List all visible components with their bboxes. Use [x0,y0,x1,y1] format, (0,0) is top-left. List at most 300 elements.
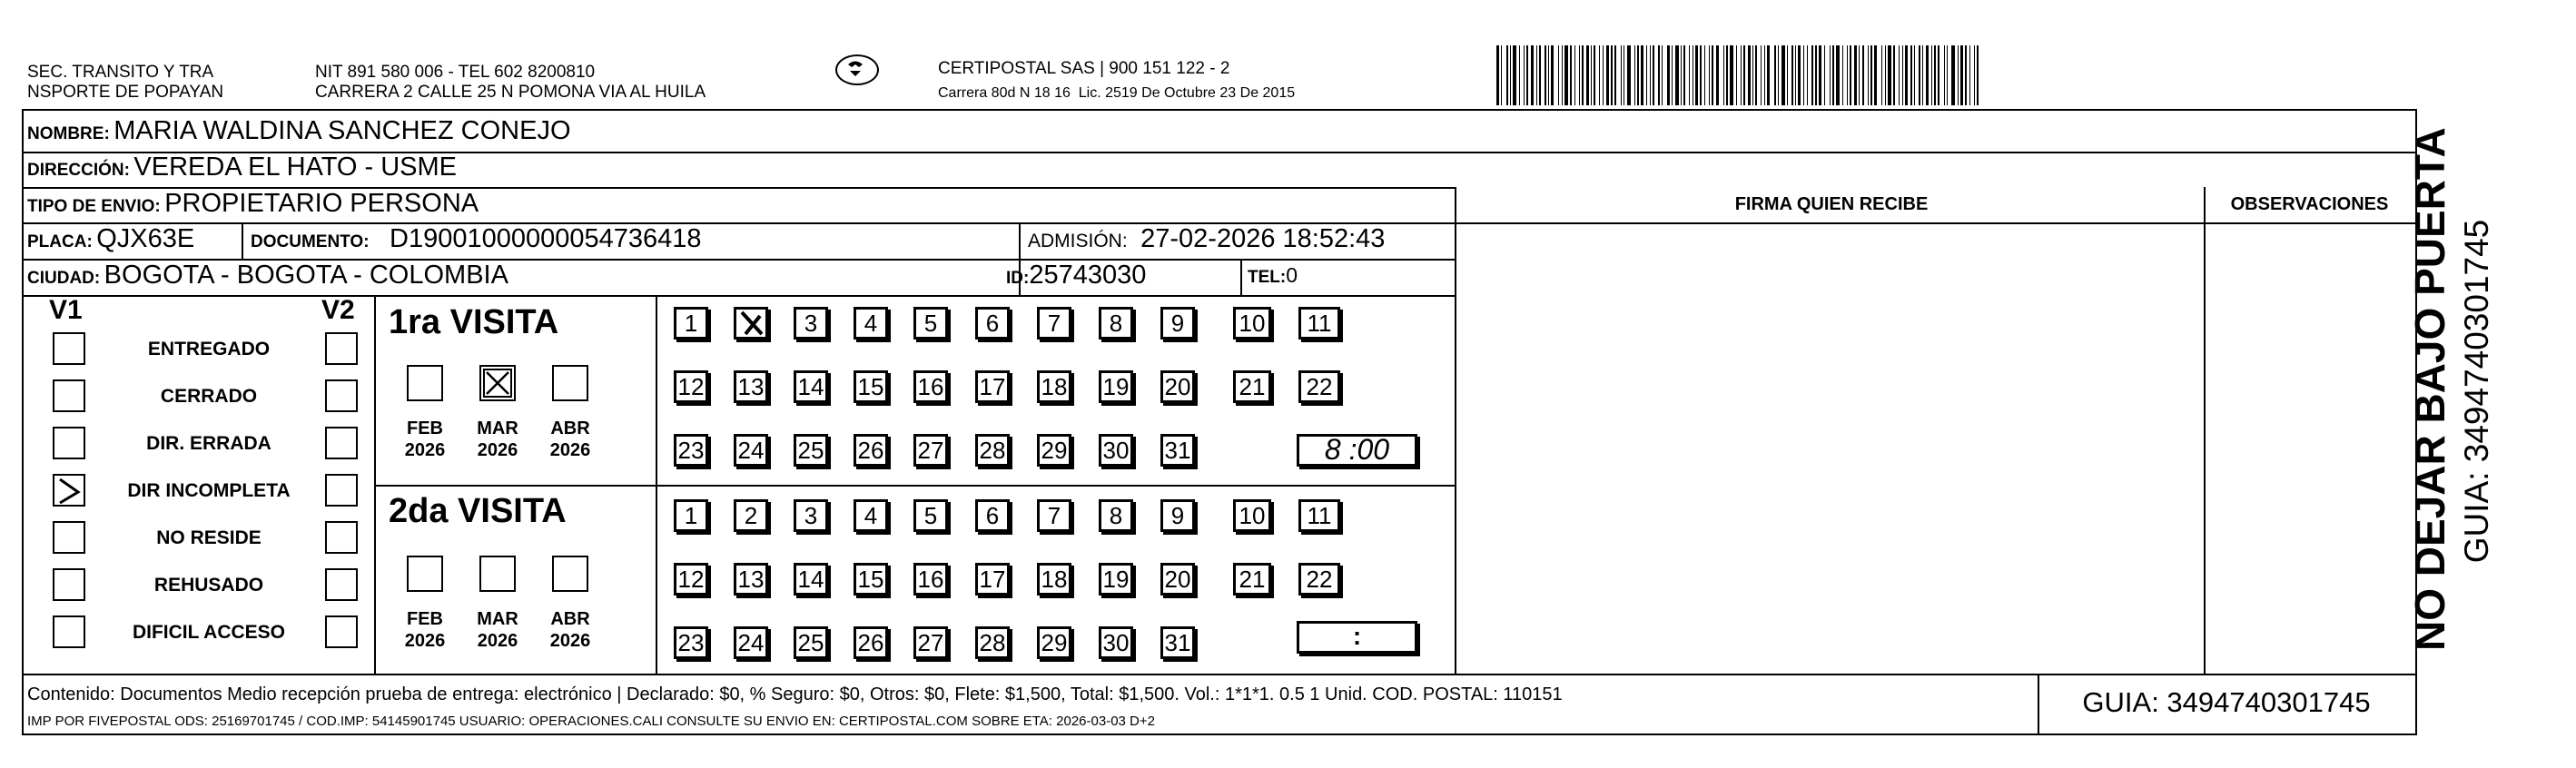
day-number: 18 [1041,373,1068,400]
barcode-bar [1700,45,1702,105]
day-box[interactable] [854,307,888,340]
barcode-bar [1960,45,1963,105]
barcode-bar [1627,45,1631,105]
barcode-bar [1741,45,1742,105]
month-checkbox[interactable] [407,365,443,401]
barcode-bar [1755,45,1757,105]
month-name: MAR [477,418,518,438]
barcode-bar [1712,45,1713,105]
observaciones-header: OBSERVACIONES [2230,194,2389,214]
month-name: MAR [477,609,518,629]
id-label: ID: [1006,269,1030,288]
barcode-bar [1803,45,1804,105]
first-visit-title: 1ra VISITA [389,303,559,341]
day-box[interactable] [1233,563,1271,596]
day-number: 10 [1239,502,1266,529]
barcode-bar [1510,45,1511,105]
tipo-envio-label: TIPO DE ENVIO: [27,197,161,216]
barcode-bar [1519,45,1520,105]
day-number: 30 [1102,629,1130,656]
barcode-bar [1893,45,1895,105]
barcode-bar [1496,45,1499,105]
day-number: 17 [979,566,1006,593]
barcode-bar [1667,45,1670,105]
day-number: 1 [684,502,698,529]
tel-field [1248,263,1298,288]
barcode-bar [1795,45,1796,105]
day-box[interactable] [975,370,1010,403]
admision-label: ADMISIÓN: [1028,231,1128,251]
barcode-bar [1791,45,1793,105]
barcode-bar [1526,45,1528,105]
documento-field [251,224,702,254]
barcode-bar [1681,45,1682,105]
barcode-bar [1634,45,1635,105]
barcode-bar [1947,45,1948,105]
day-number: 4 [864,310,878,337]
sender-line-2: NSPORTE DE POPAYAN [27,83,224,102]
day-box[interactable] [1037,563,1071,596]
month-label [402,418,448,461]
month-name: ABR [550,609,590,629]
barcode-bar [1761,45,1762,105]
day-box[interactable] [734,434,768,467]
barcode-bar [1836,45,1840,105]
day-box[interactable] [674,370,708,403]
barcode-bar [1870,45,1872,105]
barcode-bar [1819,45,1821,105]
day-box[interactable] [975,626,1010,659]
barcode-bar [1824,45,1825,105]
barcode-bar [1683,45,1685,105]
courier-line-2: Carrera 80d N 18 16 Lic. 2519 De Octubre 23 De 2015 [938,85,1296,101]
barcode-bar [1767,45,1770,105]
day-number: 15 [857,566,884,593]
barcode-bar [1570,45,1572,105]
barcode-bar [1965,45,1967,105]
day-box[interactable] [1160,563,1195,596]
barcode-bar [1579,45,1580,105]
v1-checkbox[interactable] [53,615,85,648]
month-checkbox[interactable] [407,556,443,592]
admision-value: 27-02-2026 18:52:43 [1140,224,1386,253]
v1-checkbox[interactable] [53,521,85,554]
day-box[interactable] [1037,370,1071,403]
documento-value: D19001000000054736418 [390,224,702,253]
day-number: 24 [737,437,765,464]
day-box[interactable] [674,434,708,467]
v2-checkbox[interactable] [325,427,358,459]
barcode-bar [1614,45,1616,105]
day-number: 4 [864,502,878,529]
day-box[interactable] [1233,307,1271,340]
month-checkbox[interactable] [552,556,588,592]
contenido-text: Contenido: Documentos Medio recepción prueba de entrega: electrónico | Declarado: $0, % Seguro: $0, Otros: $0, Flete: $1,500, Total: $1,500. Vol.: 1*1*1. 0.5 1 Unid. COD. POSTAL: 110151 [27,684,1563,704]
barcode-bar [1506,45,1508,105]
day-box[interactable] [913,626,948,659]
day-box[interactable] [1037,434,1071,467]
month-year: 2026 [404,631,446,651]
day-number: 3 [804,502,818,529]
month-year: 2026 [477,440,518,460]
ciudad-row [27,261,508,290]
day-box[interactable] [854,370,888,403]
day-box[interactable] [1298,307,1340,340]
barcode-bar [1574,45,1575,105]
day-box[interactable] [1099,563,1133,596]
day-box[interactable] [734,499,768,532]
day-number: 2 [744,502,758,529]
id-value: 25743030 [1029,261,1147,290]
day-box[interactable] [674,563,708,596]
placa-label: PLACA: [27,232,93,251]
barcode-bar [1832,45,1834,105]
day-box[interactable] [1099,434,1133,467]
day-number: 3 [804,310,818,337]
day-number: 5 [923,502,938,529]
barcode-bar [1902,45,1903,105]
day-number: 14 [797,566,824,593]
day-box[interactable] [1233,370,1271,403]
barcode-bar [1944,45,1945,105]
day-number: 6 [985,502,1000,529]
barcode-bar [1934,45,1936,105]
barcode-bar [1606,45,1609,105]
barcode-bar [1743,45,1745,105]
v2-title: V2 [321,295,355,325]
v2-checkbox[interactable] [325,474,358,507]
day-number: 9 [1170,310,1185,337]
barcode-bar [1938,45,1939,105]
barcode-bar [1709,45,1710,105]
day-number: 20 [1164,373,1191,400]
direccion-label: DIRECCIÓN: [27,161,130,180]
tipo-envio-row [27,189,479,219]
barcode [1496,45,2275,105]
barcode-bar [1531,45,1534,105]
barcode-bar [1582,45,1584,105]
barcode-bar [1899,45,1900,105]
day-number: 26 [857,437,884,464]
v1-title: V1 [49,295,83,325]
day-box[interactable] [794,307,828,340]
admision-field [1028,224,1385,254]
day-number: 25 [797,437,824,464]
barcode-bar [1881,45,1882,105]
day-box[interactable] [913,499,948,532]
v2-checkbox[interactable] [325,568,358,601]
placa-value: QJX63E [96,224,195,253]
day-number: 31 [1164,437,1191,464]
firma-header: FIRMA QUIEN RECIBE [1734,194,1929,214]
day-box[interactable] [854,626,888,659]
barcode-bar [1774,45,1776,105]
month-year: 2026 [549,631,591,651]
v2-checkbox[interactable] [325,379,358,412]
barcode-bar [1513,45,1516,105]
month-checkbox[interactable] [479,365,516,401]
day-box[interactable] [794,563,828,596]
barcode-bar [1603,45,1604,105]
v1-checkbox[interactable] [53,427,85,459]
day-box[interactable] [1233,499,1271,532]
day-number: 23 [677,629,705,656]
month-name: ABR [550,418,590,438]
month-label [475,608,520,652]
day-number: 17 [979,373,1006,400]
barcode-bar [1662,45,1663,105]
day-box[interactable] [854,499,888,532]
nombre-row [27,116,571,146]
day-number: 7 [1047,310,1061,337]
day-number: 13 [737,373,765,400]
day-box[interactable] [1160,499,1195,532]
ciudad-label: CIUDAD: [27,269,101,288]
barcode-bar [1781,45,1785,105]
day-box[interactable] [1099,626,1133,659]
month-checkbox[interactable] [479,556,516,592]
barcode-bar [1888,45,1891,105]
month-checkbox[interactable] [552,365,588,401]
barcode-bar [1611,45,1613,105]
barcode-bar [1854,45,1857,105]
month-name: FEB [407,418,443,438]
barcode-bar [1969,45,1970,105]
barcode-bar [1752,45,1753,105]
barcode-bar [1874,45,1877,105]
day-number: 16 [917,373,944,400]
day-box[interactable] [1037,307,1071,340]
day-number: 7 [1047,502,1061,529]
day-number: 21 [1239,566,1266,593]
day-number: 30 [1102,437,1130,464]
barcode-bar [1586,45,1589,105]
barcode-bar [1847,45,1848,105]
v1-checkbox[interactable] [53,379,85,412]
v1-checkbox[interactable] [53,332,85,365]
v2-checkbox[interactable] [325,521,358,554]
day-box[interactable] [1099,370,1133,403]
barcode-bar [1594,45,1595,105]
day-box[interactable] [734,626,768,659]
barcode-bar [1704,45,1705,105]
footer-guia: GUIA: 3494740301745 [2082,686,2371,718]
barcode-bar [1653,45,1654,105]
barcode-bar [1524,45,1525,105]
courier-logo-icon [835,54,879,85]
first-visit-time: 8 :00 [1297,434,1417,467]
day-number: 26 [857,629,884,656]
nombre-value: MARIA WALDINA SANCHEZ CONEJO [114,116,571,145]
day-box[interactable] [975,563,1010,596]
status-option-label: ENTREGADO [147,339,271,359]
barcode-bar [1764,45,1765,105]
day-box[interactable] [975,499,1010,532]
month-label [548,418,593,461]
day-box[interactable] [1037,499,1071,532]
day-box[interactable] [1160,370,1195,403]
day-box[interactable] [674,499,708,532]
barcode-bar [1658,45,1660,105]
day-box[interactable] [1160,626,1195,659]
tipo-envio-value: PROPIETARIO PERSONA [164,189,479,218]
month-year: 2026 [404,440,446,460]
day-box[interactable] [913,307,948,340]
barcode-bar [1807,45,1808,105]
day-number: 9 [1170,502,1185,529]
day-number: 29 [1041,437,1068,464]
day-box[interactable] [1160,307,1195,340]
barcode-bar [1977,45,1979,105]
barcode-bar [1974,45,1975,105]
month-year: 2026 [477,631,518,651]
v2-checkbox[interactable] [325,332,358,365]
day-number: 19 [1102,373,1130,400]
barcode-bar [1536,45,1537,105]
barcode-bar [1564,45,1568,105]
barcode-bar [1859,45,1860,105]
day-number: 11 [1307,502,1332,529]
day-box[interactable] [913,563,948,596]
day-box[interactable] [1037,626,1071,659]
x-mark-icon [738,310,767,338]
no-dejar-bajo-puerta: NO DEJAR BAJO PUERTA [2406,127,2453,651]
barcode-bar [1850,45,1851,105]
month-label [402,608,448,652]
day-number: 11 [1307,310,1332,337]
day-box[interactable] [734,307,768,340]
day-number: 18 [1041,566,1068,593]
second-visit-title: 2da VISITA [389,492,567,530]
barcode-bar [1905,45,1908,105]
day-number: 1 [684,310,698,337]
barcode-bar [1545,45,1546,105]
v2-checkbox[interactable] [325,615,358,648]
month-label [475,418,520,461]
day-box[interactable] [794,499,828,532]
day-box[interactable] [1298,370,1340,403]
barcode-bar [1868,45,1869,105]
side-guia: GUIA: 3494740301745 [2458,219,2495,564]
day-number: 6 [985,310,1000,337]
status-option-label: NO RESIDE [156,527,262,548]
day-box[interactable] [794,434,828,467]
barcode-bar [1650,45,1651,105]
barcode-bar [1726,45,1728,105]
day-box[interactable] [1298,499,1340,532]
x-mark-icon [481,367,514,399]
barcode-bar [1689,45,1690,105]
day-number: 22 [1306,373,1333,400]
day-number: 16 [917,566,944,593]
status-option-label: DIR INCOMPLETA [127,480,291,501]
day-box[interactable] [734,563,768,596]
barcode-bar [1862,45,1864,105]
barcode-bar [1787,45,1788,105]
day-box[interactable] [674,307,708,340]
barcode-bar [1922,45,1923,105]
day-box[interactable] [734,370,768,403]
barcode-bar [1548,45,1549,105]
sender-line-1: SEC. TRANSITO Y TRA [27,63,214,82]
barcode-bar [1736,45,1737,105]
day-box[interactable] [975,434,1010,467]
day-box[interactable] [1298,563,1340,596]
barcode-bar [1842,45,1843,105]
placa-row [27,224,194,254]
barcode-bar [1695,45,1698,105]
ciudad-value: BOGOTA - BOGOTA - COLOMBIA [104,261,508,290]
status-option-label: DIFICIL ACCESO [132,622,285,643]
day-number: 27 [917,437,944,464]
barcode-bar [1910,45,1912,105]
id-field [1006,261,1146,290]
nit-line-1: NIT 891 580 006 - TEL 602 8200810 [315,63,596,82]
courier-line-1: CERTIPOSTAL SAS | 900 151 122 - 2 [938,59,1230,78]
day-box[interactable] [913,370,948,403]
day-number: 15 [857,373,884,400]
nit-line-2: CARRERA 2 CALLE 25 N POMONA VIA AL HUILA [315,83,706,102]
barcode-bar [1919,45,1920,105]
day-number: 20 [1164,566,1191,593]
barcode-bar [1811,45,1813,105]
day-box[interactable] [1099,307,1133,340]
barcode-bar [1716,45,1719,105]
month-year: 2026 [549,440,591,460]
barcode-bar [1958,45,1959,105]
day-number: 22 [1306,566,1333,593]
barcode-bar [1637,45,1639,105]
hand-mark-icon [54,476,85,507]
day-number: 28 [979,629,1006,656]
barcode-bar [1830,45,1831,105]
day-number: 8 [1109,502,1123,529]
month-name: FEB [407,609,443,629]
documento-label: DOCUMENTO: [251,232,370,251]
barcode-bar [1599,45,1600,105]
day-number: 23 [677,437,705,464]
v1-checkbox[interactable] [53,474,85,507]
barcode-bar [1798,45,1801,105]
barcode-bar [1914,45,1915,105]
barcode-bar [1778,45,1779,105]
day-number: 19 [1102,566,1130,593]
day-box[interactable] [913,434,948,467]
day-number: 28 [979,437,1006,464]
day-box[interactable] [854,434,888,467]
barcode-bar [1723,45,1724,105]
day-box[interactable] [794,370,828,403]
day-number: 29 [1041,629,1068,656]
day-box[interactable] [794,626,828,659]
tel-label: TEL: [1248,268,1287,287]
day-number: 27 [917,629,944,656]
imp-text: IMP POR FIVEPOSTAL ODS: 25169701745 / COD.IMP: 54145901745 USUARIO: OPERACIONES.CALI CONSULTE SU ENVIO EN: CERTIPOSTAL.COM SOBRE ETA: 2026-03-03 D+2 [27,714,1155,729]
day-box[interactable] [975,307,1010,340]
day-box[interactable] [1160,434,1195,467]
barcode-bar [1815,45,1817,105]
day-box[interactable] [854,563,888,596]
nombre-label: NOMBRE: [27,124,110,143]
barcode-bar [1748,45,1751,105]
second-visit-time: : [1297,621,1417,654]
day-box[interactable] [1099,499,1133,532]
day-number: 8 [1109,310,1123,337]
day-box[interactable] [674,626,708,659]
barcode-bar [1885,45,1886,105]
direccion-row [27,153,457,182]
v1-checkbox[interactable] [53,568,85,601]
